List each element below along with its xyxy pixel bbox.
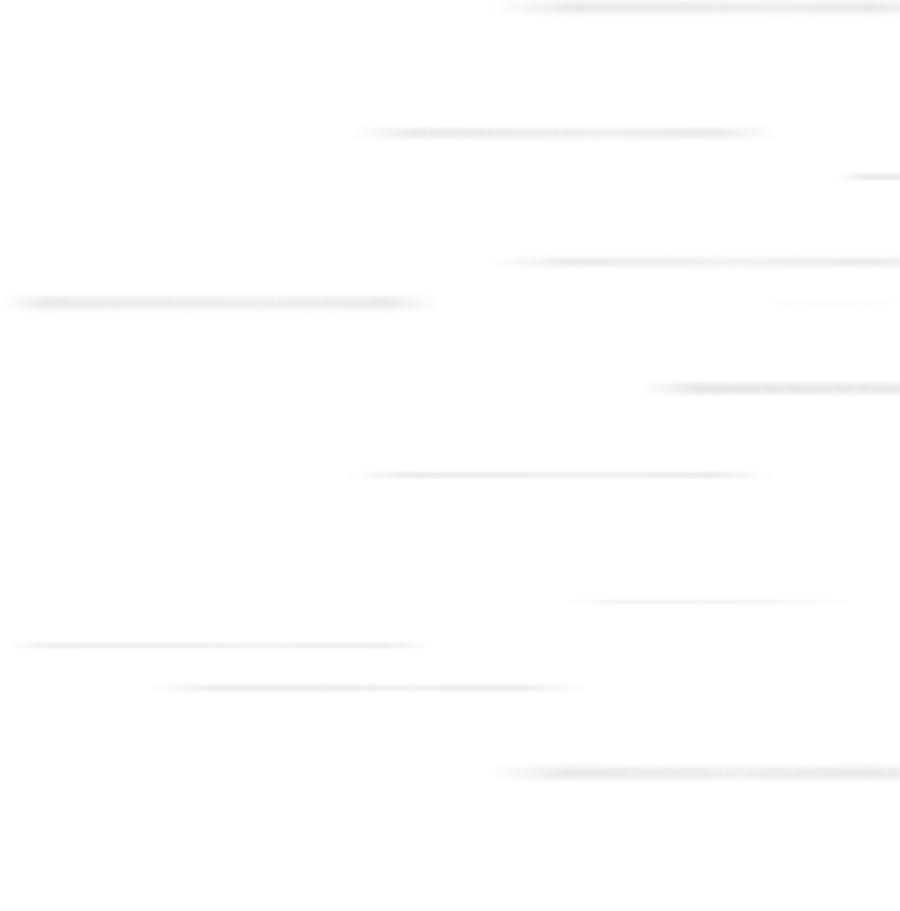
streak-1 [490,2,900,13]
streak-8 [565,600,855,604]
streak-10 [150,685,585,691]
streak-3 [835,174,900,180]
streak-4 [490,258,900,266]
streak-5 [0,297,440,309]
streak-2 [350,128,780,138]
streak-6 [640,383,900,394]
streak-9 [5,643,435,648]
streak-7 [345,472,775,478]
streak-12 [760,302,900,305]
streak-11 [490,767,900,779]
